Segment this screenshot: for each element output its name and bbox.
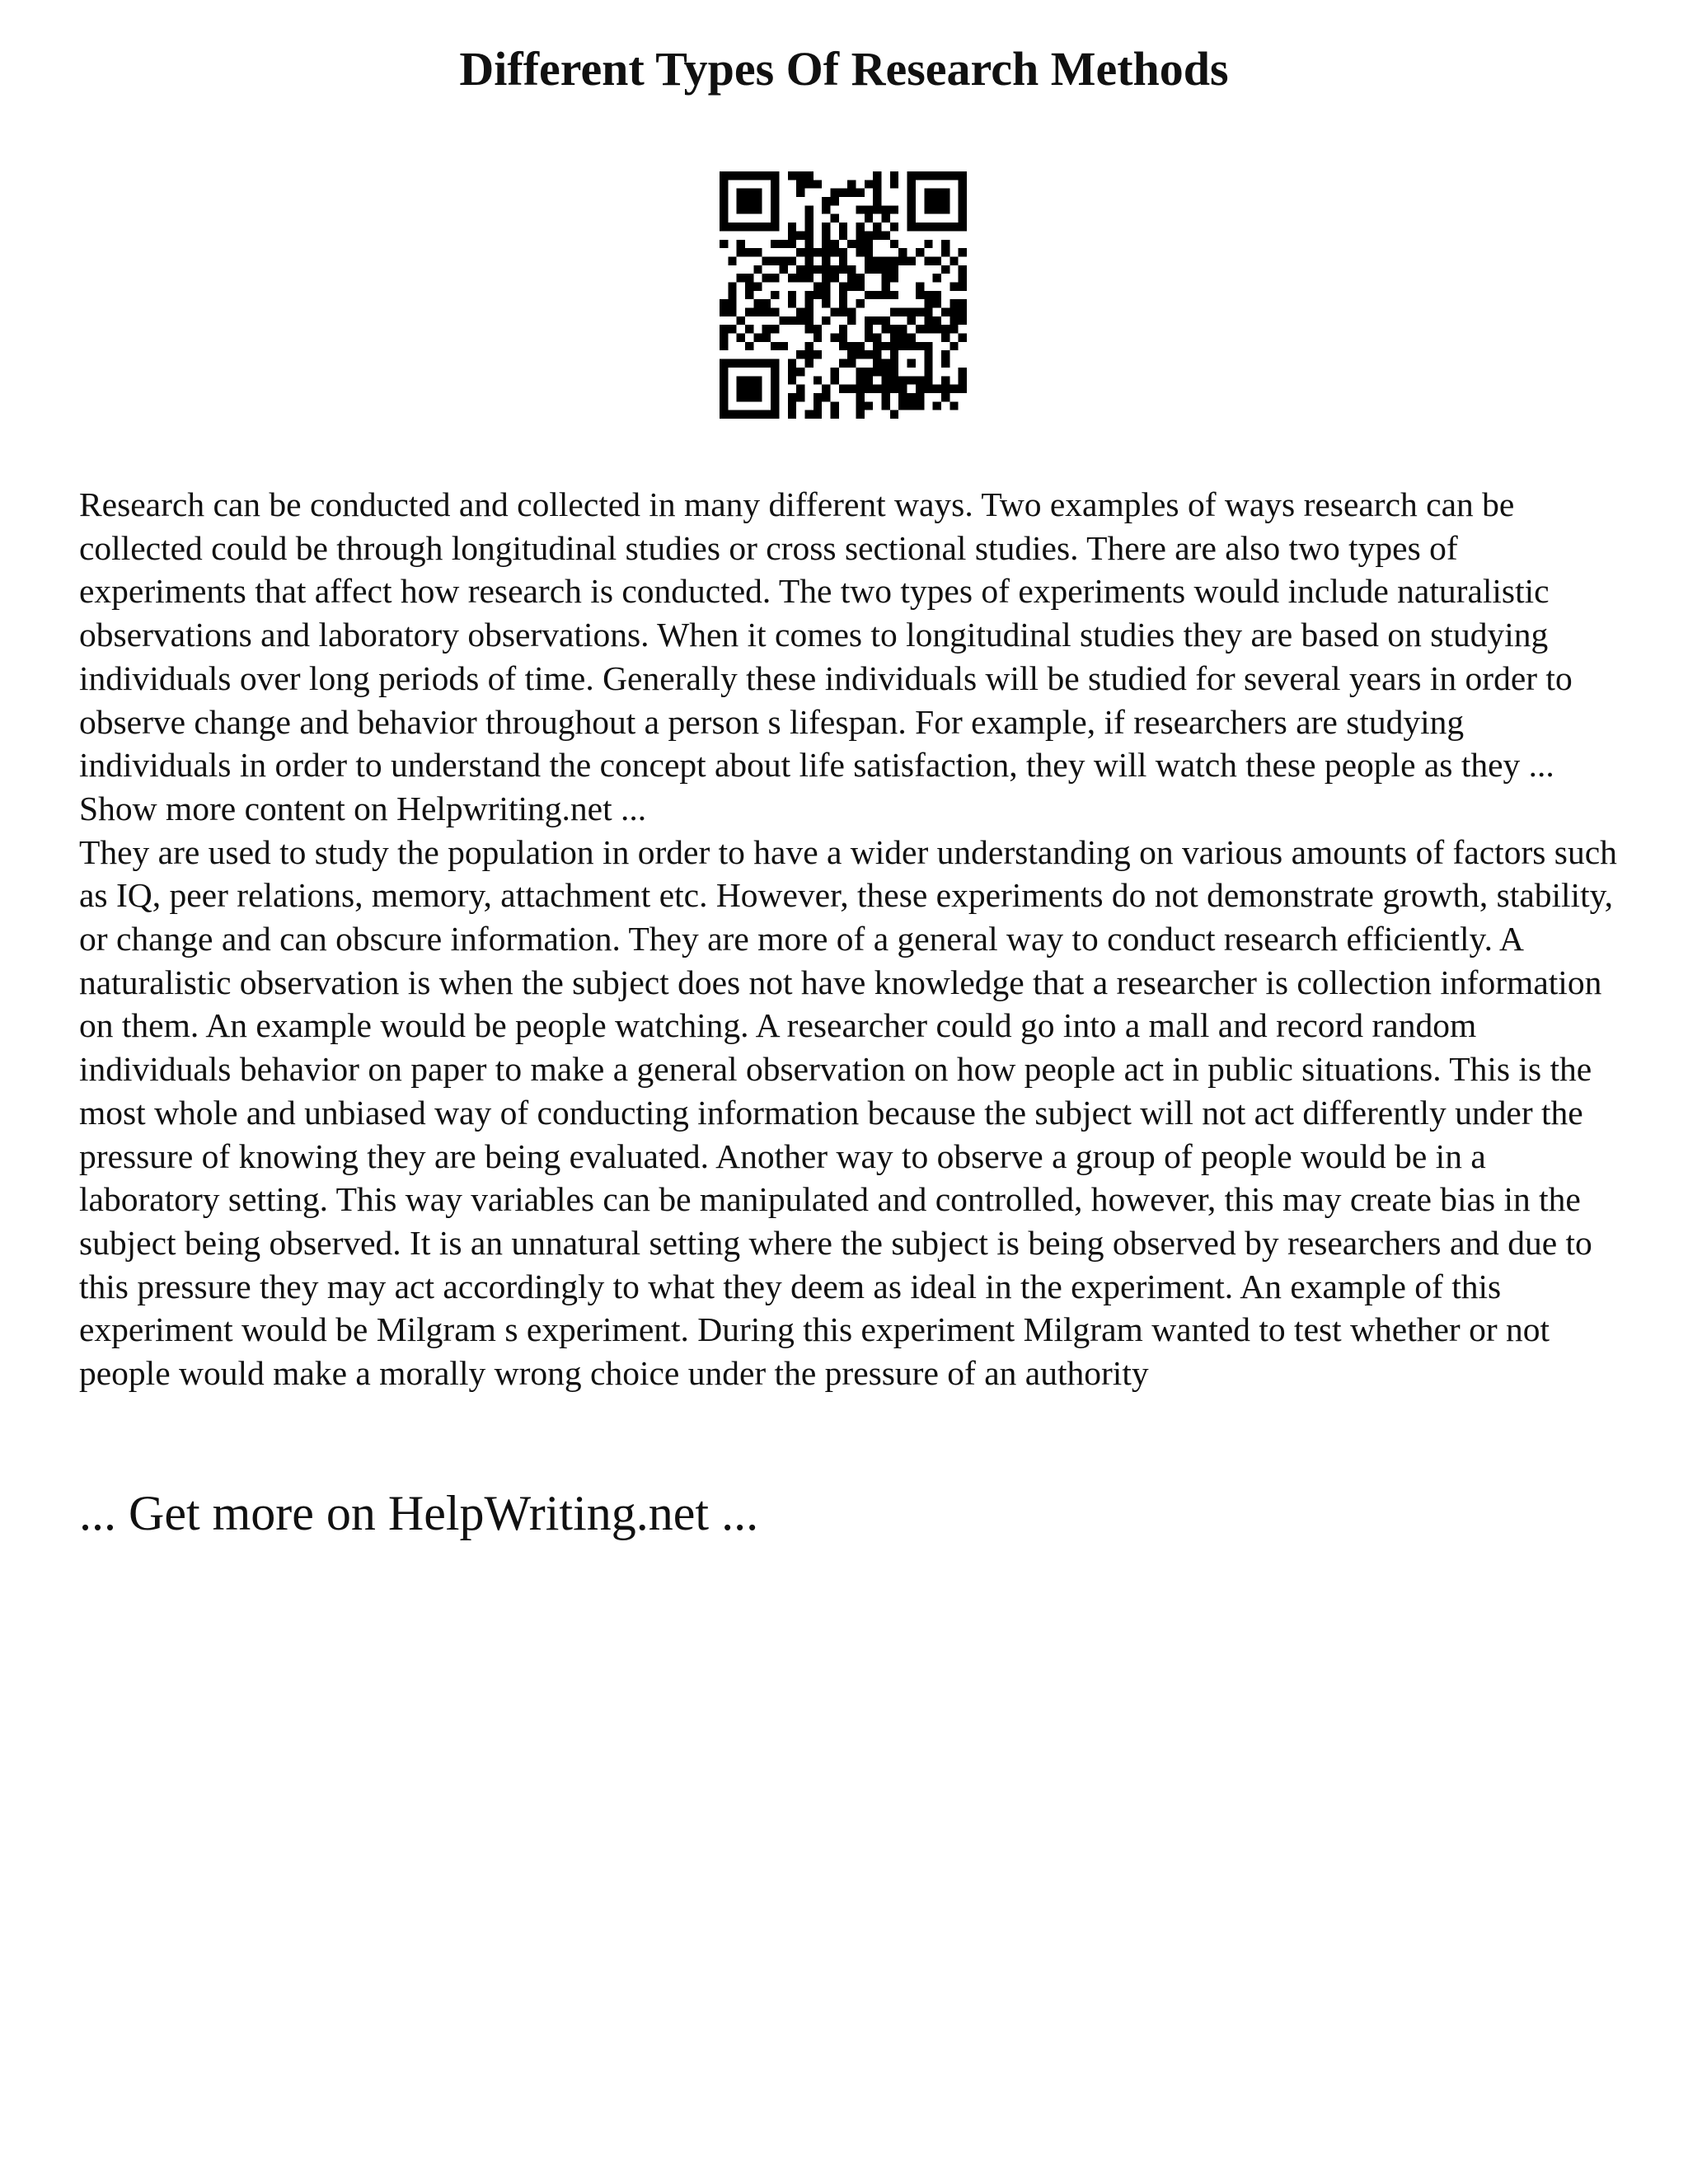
get-more-link[interactable]: ... Get more on HelpWriting.net ... bbox=[79, 1486, 759, 1540]
paragraph-1: Research can be conducted and collected in many different ways. Two examples of ways research can be collected could be through longitudinal studies or cross sectional studies. There are also two types of experiments that affect how research is conducted. The two types of experiments would include naturalistic observations and laboratory observations. When it comes to longitudinal studies they are based on studying individuals over long periods of time. Generally these individuals will be studied for several years in order to observe change and behavior throughout a person s lifespan. For example, if researchers are studying individuals in order to understand the concept about life satisfaction, they will watch these people as they ... Show more content on Helpwriting.net ... bbox=[79, 485, 1573, 827]
paragraph-2: They are used to study the population in order to have a wider understanding on various amounts of factors such as IQ, peer relations, memory, attachment etc. However, these experiments do not demonstrate growth, stability, or change and can obscure information. They are more of a general way to conduct research efficiently. A naturalistic observation is when the subject does not have knowledge that a researcher is collection information on them. An example would be people watching. A researcher could go into a mall and record random individuals behavior on paper to make a general observation on how people act in public situations. This is the most whole and unbiased way of conducting information because the subject will not act differently under the pressure of knowing they are being evaluated. Another way to observe a group of people would be in a laboratory setting. This way variables can be manipulated and controlled, however, this may create bias in the subject being observed. It is an unnatural setting where the subject is being observed by researchers and due to this pressure they may act accordingly to what they deem as ideal in the experiment. An example of this experiment would be Milgram s experiment. During this experiment Milgram wanted to test whether or not people would make a morally wrong choice under the pressure of an authority bbox=[79, 832, 1617, 1393]
qr-code-icon bbox=[720, 171, 967, 419]
document-title: Different Types Of Research Methods bbox=[459, 42, 1229, 96]
qr-code[interactable] bbox=[720, 171, 967, 419]
document-body bbox=[79, 483, 1620, 1395]
